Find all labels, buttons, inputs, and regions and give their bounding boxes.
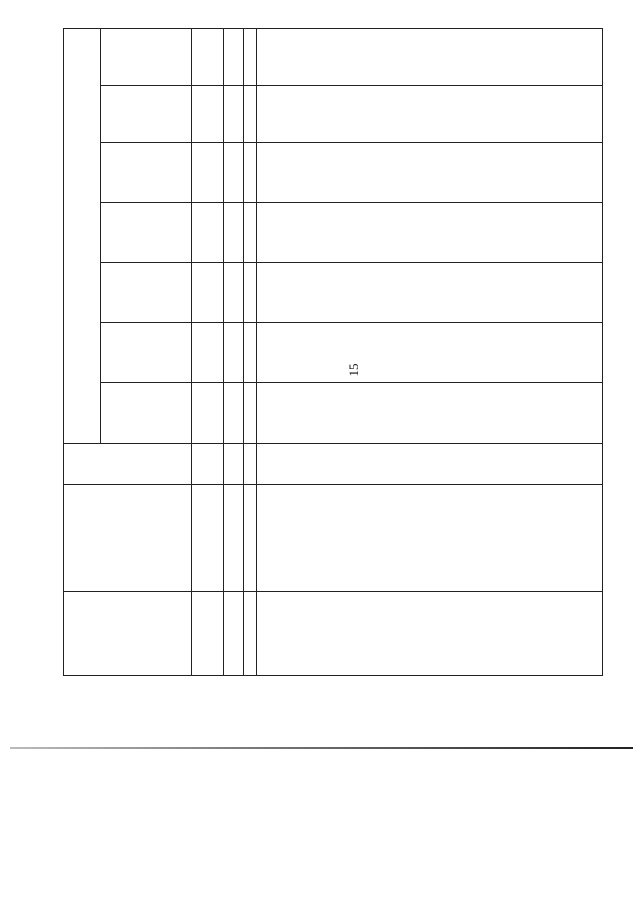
col-divider — [100, 262, 602, 263]
row-divider — [256, 29, 257, 675]
header-year-2023-cell — [102, 144, 189, 200]
row-2-value-cell — [258, 204, 392, 260]
column-number-9-cell — [193, 87, 221, 140]
row-2-source-cell — [258, 445, 392, 482]
row-divider — [223, 29, 224, 675]
column-number-5-cell — [193, 324, 221, 380]
row-2-value-cell — [258, 264, 392, 320]
row-name-cell — [225, 593, 602, 675]
header-year-ВСЕГО-cell — [102, 384, 189, 441]
header-name-cell — [66, 593, 189, 675]
row-2-value-cell — [258, 87, 392, 140]
row-1-value-cell — [225, 384, 254, 441]
page-number: 15 — [346, 363, 361, 377]
row-1-value-cell — [225, 324, 254, 380]
column-number-2-cell — [193, 486, 221, 589]
header-year-2022-cell — [102, 204, 189, 260]
column-number-1-cell — [193, 593, 221, 675]
col-divider — [100, 142, 602, 143]
header-year-2024-cell — [102, 87, 189, 140]
row-2-value-cell — [258, 144, 392, 200]
col-divider — [64, 591, 602, 592]
header-source-cell — [102, 445, 189, 482]
header-year-2021-cell — [102, 264, 189, 320]
col-divider — [100, 202, 602, 203]
header-year-2020-cell — [102, 324, 189, 380]
page-rule — [10, 747, 633, 749]
header-funding-group-cell — [66, 31, 98, 441]
row-1-value-cell — [225, 87, 254, 140]
row-2-value-cell — [258, 31, 392, 83]
row-2-executor-cell — [258, 486, 392, 589]
row-2-value-cell — [258, 324, 392, 380]
row-1-value-cell — [225, 264, 254, 320]
header-executor-cell — [66, 486, 189, 589]
row-1-value-cell — [225, 144, 254, 200]
header-year-2025-cell — [102, 31, 189, 83]
col-divider — [100, 85, 602, 86]
row-1-value-cell — [225, 204, 254, 260]
row-1-executor-cell — [225, 486, 254, 589]
col-divider — [64, 443, 602, 444]
col-divider — [100, 382, 602, 383]
column-number-10-cell — [193, 31, 221, 83]
column-number-7-cell — [193, 204, 221, 260]
group-header-divider — [100, 29, 101, 443]
funding-table — [63, 28, 603, 676]
row-1-source-cell — [225, 445, 254, 482]
col-divider — [64, 484, 602, 485]
column-number-8-cell — [193, 144, 221, 200]
row-2-value-cell — [258, 384, 392, 441]
column-number-3-cell — [193, 445, 221, 482]
row-1-value-cell — [225, 31, 254, 83]
column-number-6-cell — [193, 264, 221, 320]
column-number-4-cell — [193, 384, 221, 441]
col-divider — [100, 322, 602, 323]
row-divider — [191, 29, 192, 675]
